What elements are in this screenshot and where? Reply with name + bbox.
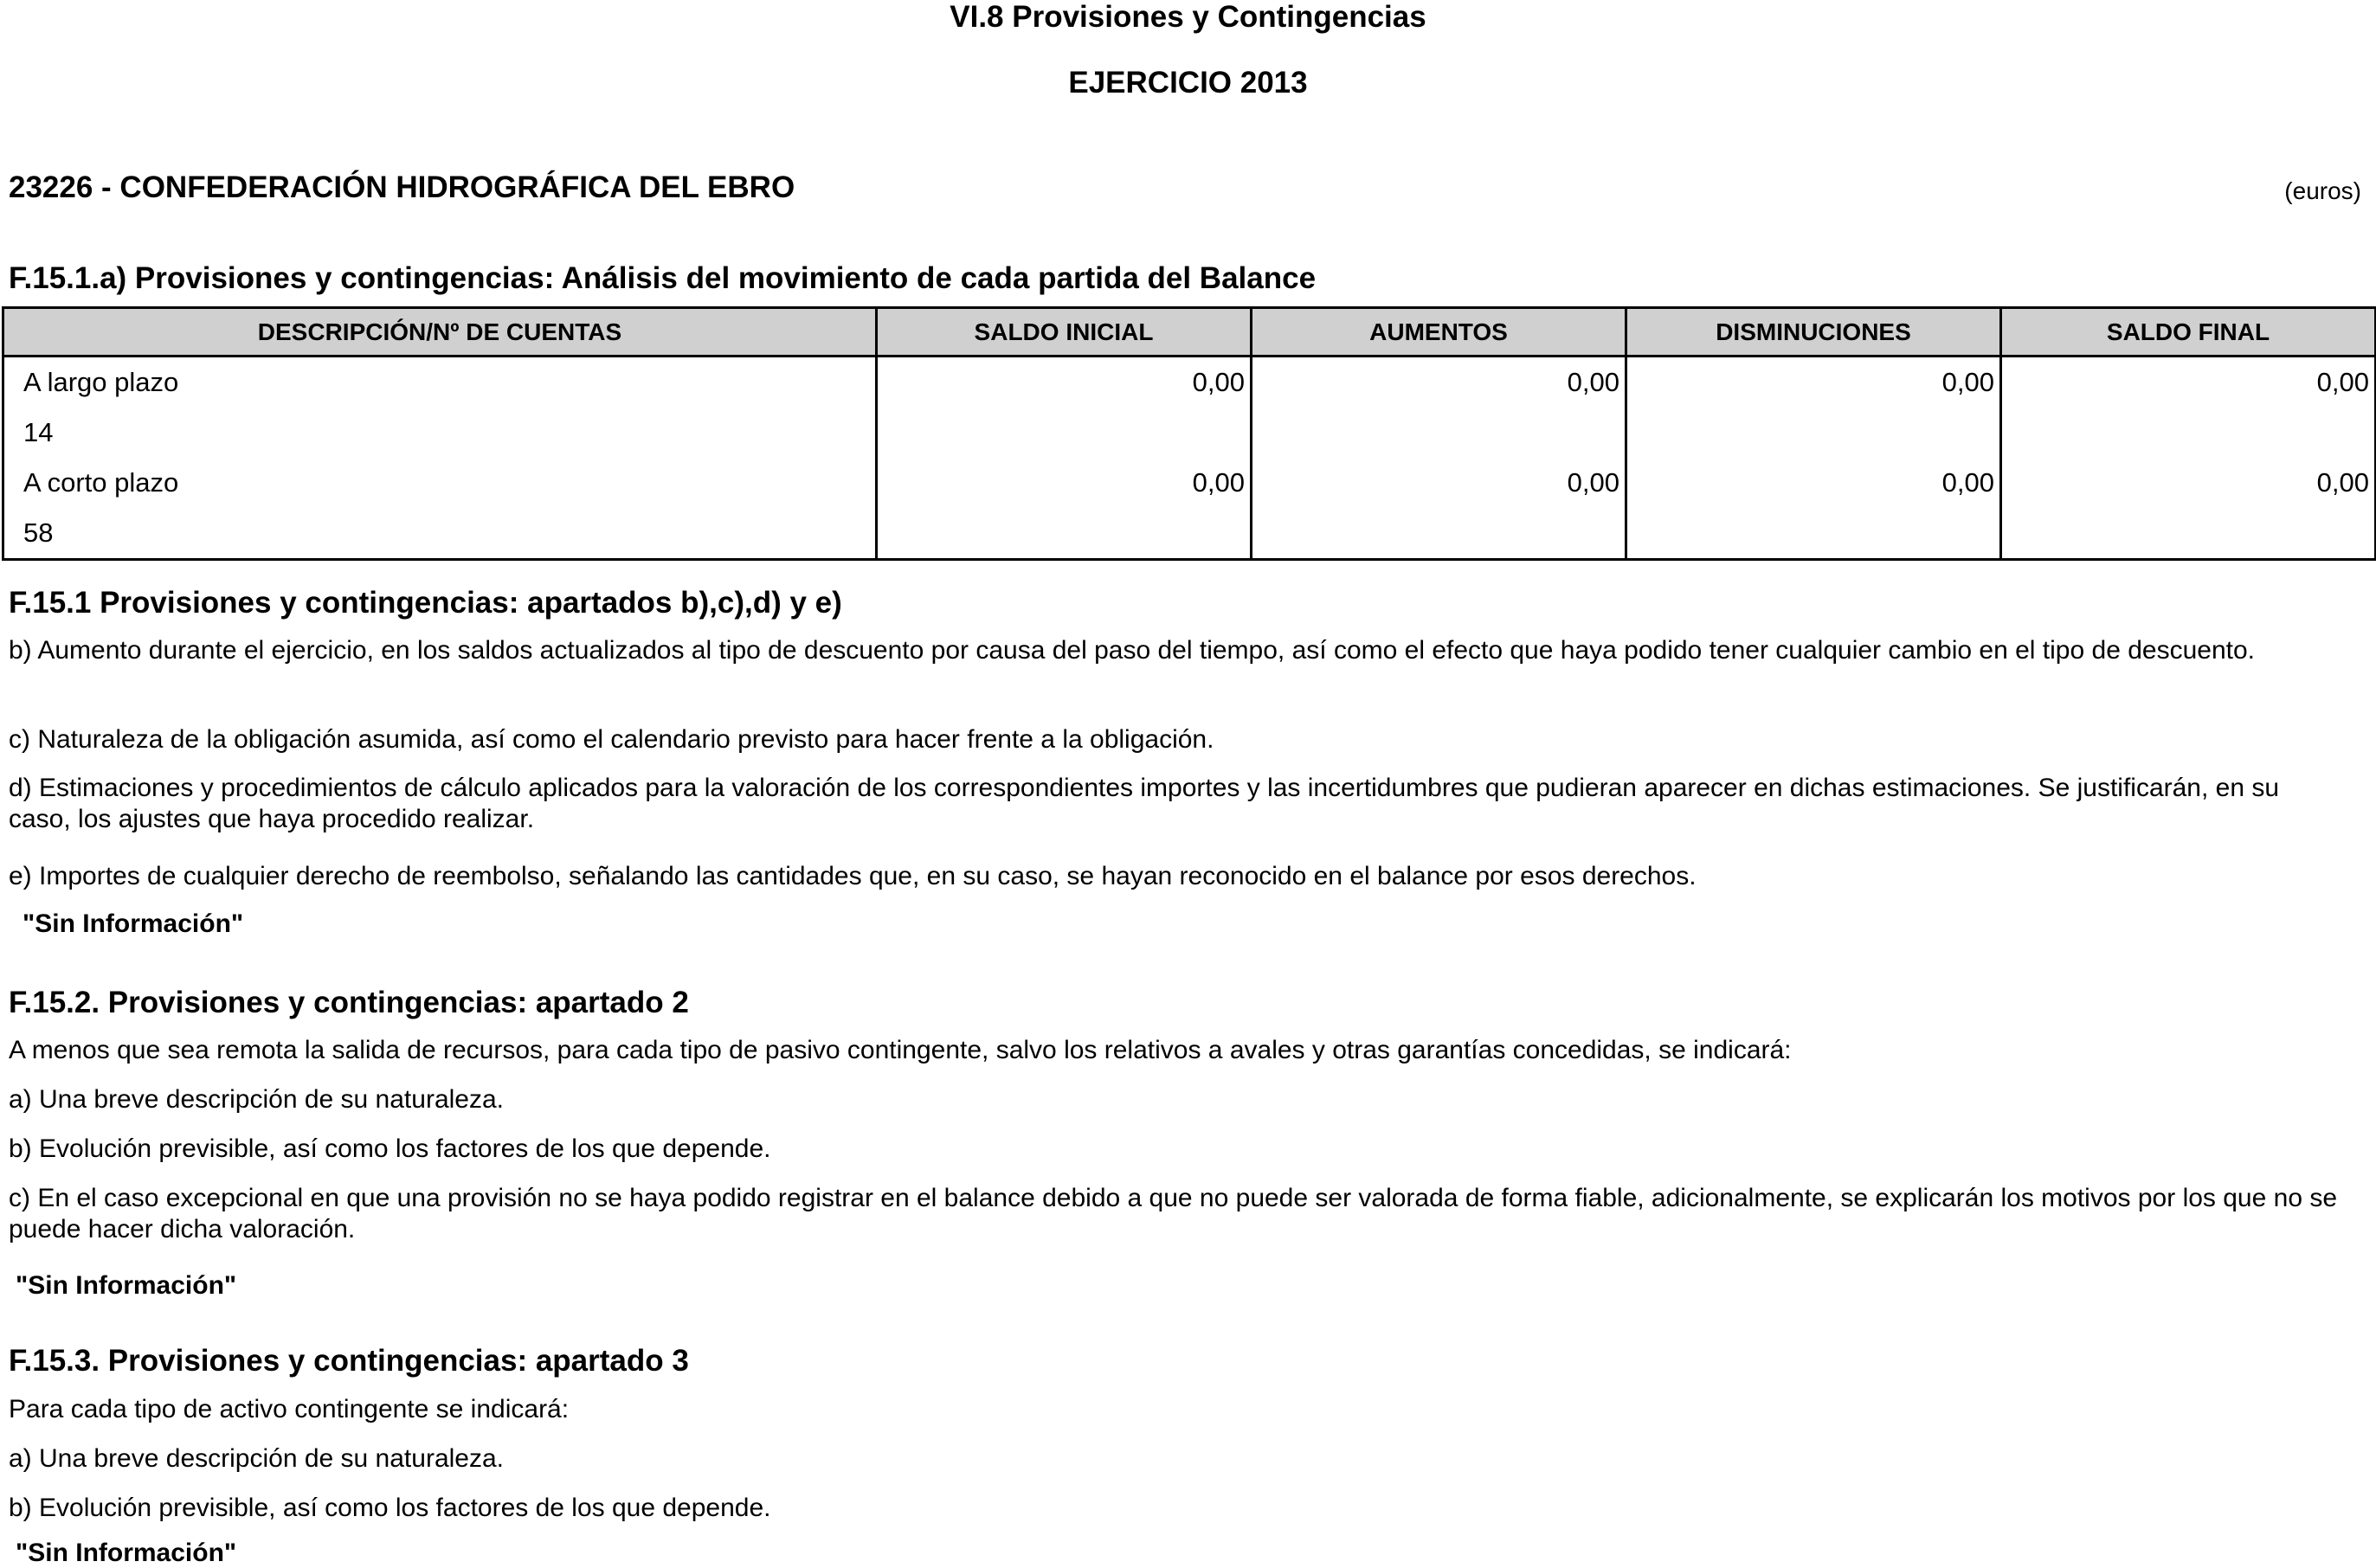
column-header-saldo-inicial: SALDO INICIAL — [877, 308, 1252, 357]
disminuciones-value — [1626, 408, 2001, 458]
row-label: A largo plazo — [3, 357, 877, 408]
section-heading-movement: F.15.1.a) Provisiones y contingencias: Análisis del movimiento de cada partida del Balance — [9, 261, 1317, 295]
row-label: A corto plazo — [3, 458, 877, 508]
table-row — [3, 408, 2376, 458]
table-header-row — [3, 308, 2376, 357]
section-heading-apartados-b-e: F.15.1 Provisiones y contingencias: apartados b),c),d) y e) — [9, 586, 842, 620]
provisions-movement-table — [2, 306, 2376, 561]
paragraph-e: e) Importes de cualquier derecho de reembolso, señalando las cantidades que, en su caso, se hayan reconocido en el balance por esos derechos. — [9, 862, 1697, 890]
column-header-description: DESCRIPCIÓN/Nº DE CUENTAS — [3, 308, 877, 357]
aumentos-value: 0,00 — [1252, 357, 1626, 408]
disminuciones-value — [1626, 508, 2001, 560]
paragraph-c: c) En el caso excepcional en que una provisión no se haya podido registrar en el balance debido a que no puede ser valorada de forma fiable, adicionalmente, se explicarán los motivos por los que no se puede hacer dicha valoración. — [9, 1184, 2338, 1243]
row-label: 14 — [3, 408, 877, 458]
no-information-note: "Sin Información" — [16, 1271, 237, 1300]
saldo-inicial-value: 0,00 — [877, 357, 1252, 408]
units-label: (euros) — [2284, 177, 2361, 204]
no-information-note: "Sin Información" — [23, 909, 244, 938]
paragraph-d: d) Estimaciones y procedimientos de cálculo aplicados para la valoración de los correspondientes importes y las incertidumbres que pudieran aparecer en dichas estimaciones. Se justificarán, en su caso, los ajustes que haya procedido realizar. — [9, 774, 2280, 833]
paragraph-b: b) Evolución previsible, así como los factores de los que depende. — [9, 1134, 771, 1163]
paragraph-a: a) Una breve descripción de su naturaleza. — [9, 1444, 504, 1473]
saldo-final-value — [2001, 408, 2376, 458]
aumentos-value: 0,00 — [1252, 458, 1626, 508]
saldo-final-value: 0,00 — [2001, 458, 2376, 508]
column-header-aumentos: AUMENTOS — [1252, 308, 1626, 357]
row-label: 58 — [3, 508, 877, 560]
saldo-inicial-value — [877, 508, 1252, 560]
aumentos-value — [1252, 408, 1626, 458]
saldo-final-value — [2001, 508, 2376, 560]
table-row — [3, 357, 2376, 408]
section-heading-apartado-3: F.15.3. Provisiones y contingencias: apartado 3 — [9, 1344, 689, 1378]
paragraph-a: a) Una breve descripción de su naturaleza. — [9, 1085, 504, 1114]
paragraph-intro: Para cada tipo de activo contingente se indicará: — [9, 1395, 570, 1423]
no-information-note: "Sin Información" — [16, 1539, 237, 1567]
paragraph-b: b) Aumento durante el ejercicio, en los saldos actualizados al tipo de descuento por causa del paso del tiempo, así como el efecto que haya podido tener cualquier cambio en el tipo de descuento. — [9, 636, 2255, 665]
paragraph-c: c) Naturaleza de la obligación asumida, así como el calendario previsto para hacer frente a la obligación. — [9, 725, 1214, 754]
saldo-inicial-value — [877, 408, 1252, 458]
table-row — [3, 508, 2376, 560]
page-title: VI.8 Provisiones y Contingencias — [950, 0, 1426, 34]
exercise-year: EJERCICIO 2013 — [1068, 66, 1308, 100]
disminuciones-value: 0,00 — [1626, 357, 2001, 408]
paragraph-intro: A menos que sea remota la salida de recursos, para cada tipo de pasivo contingente, salvo los relativos a avales y otras garantías concedidas, se indicará: — [9, 1036, 1792, 1064]
section-heading-apartado-2: F.15.2. Provisiones y contingencias: apartado 2 — [9, 986, 689, 1019]
aumentos-value — [1252, 508, 1626, 560]
disminuciones-value: 0,00 — [1626, 458, 2001, 508]
column-header-disminuciones: DISMINUCIONES — [1626, 308, 2001, 357]
saldo-inicial-value: 0,00 — [877, 458, 1252, 508]
entity-name: 23226 - CONFEDERACIÓN HIDROGRÁFICA DEL EBRO — [9, 170, 795, 204]
saldo-final-value: 0,00 — [2001, 357, 2376, 408]
table-row — [3, 458, 2376, 508]
column-header-saldo-final: SALDO FINAL — [2001, 308, 2376, 357]
paragraph-b: b) Evolución previsible, así como los factores de los que depende. — [9, 1494, 771, 1522]
